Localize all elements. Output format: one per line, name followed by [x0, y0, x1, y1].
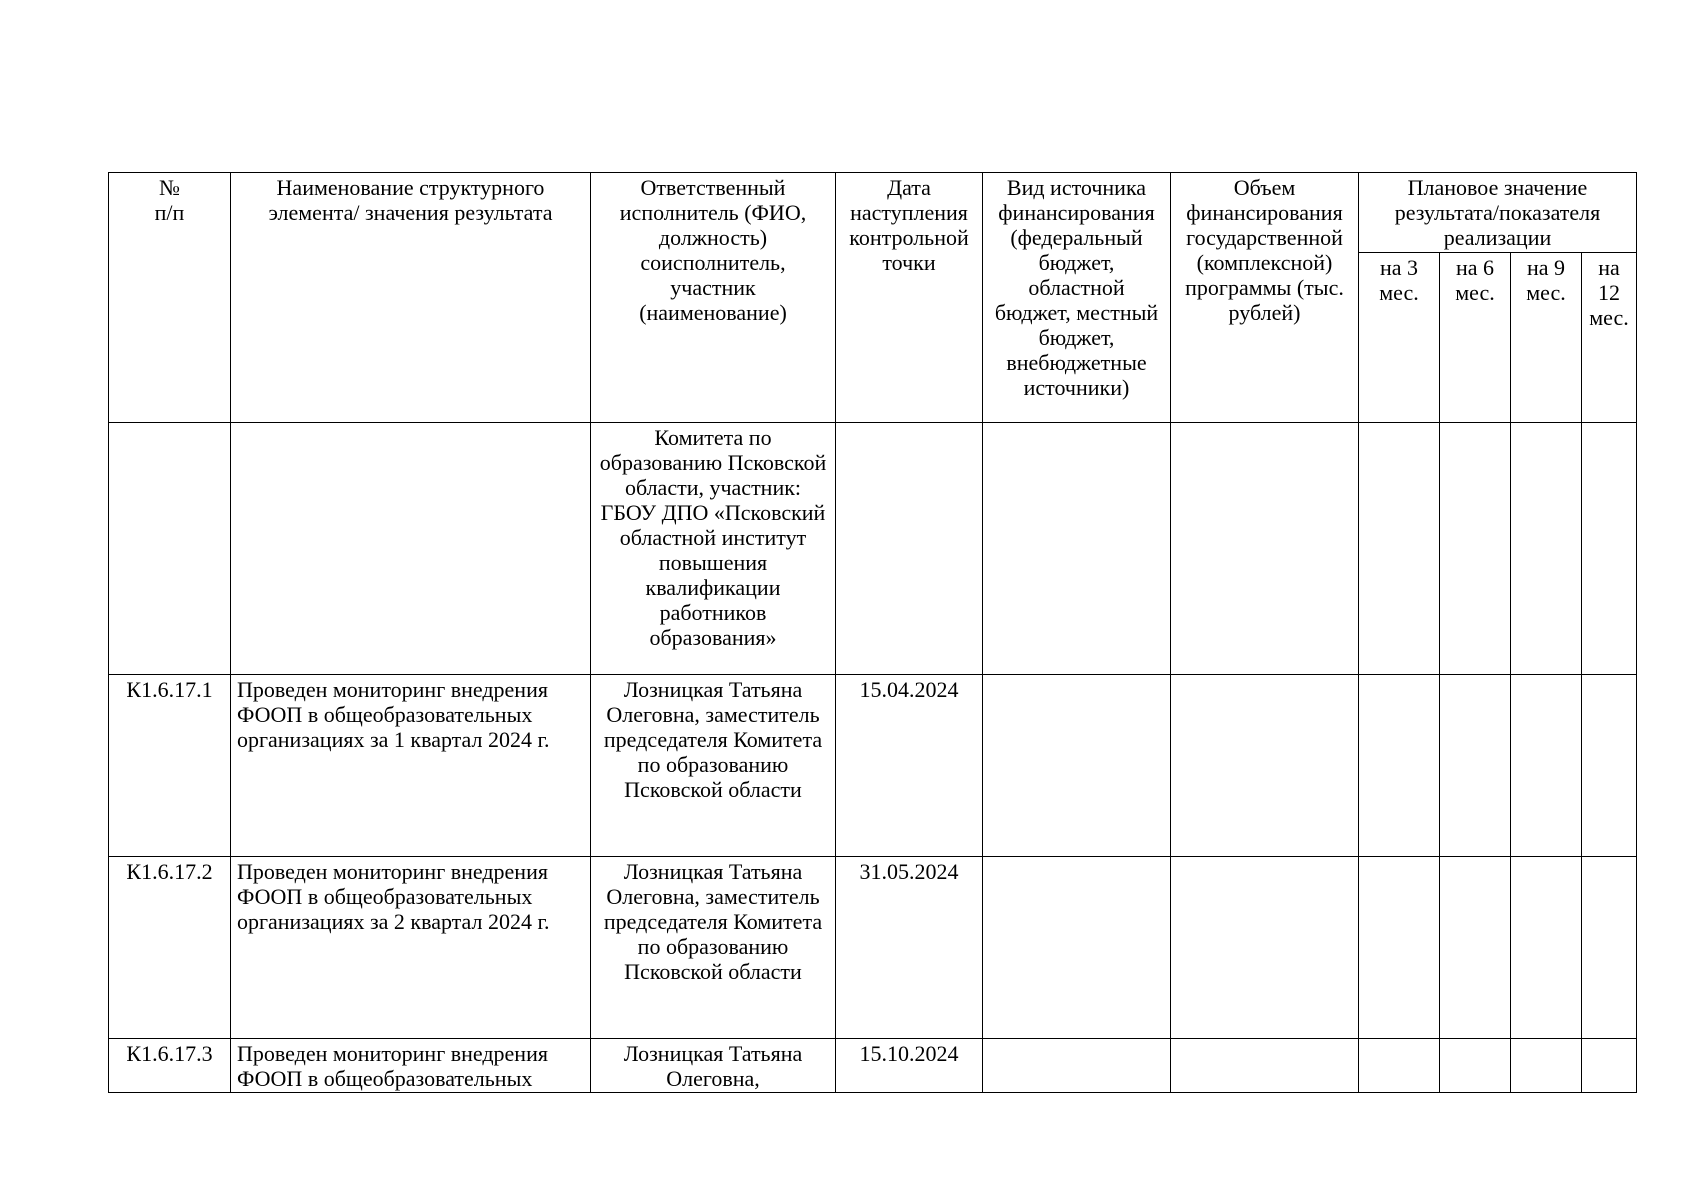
- header-plan-6: на 6 мес.: [1440, 253, 1511, 423]
- cell-plan-3: [1359, 423, 1440, 675]
- header-volume: Объем финансирования государственной (комплексной) программы (тыс. рублей): [1171, 173, 1359, 423]
- header-plan-group: Плановое значение результата/показателя реализации: [1359, 173, 1637, 253]
- cell-plan-6: [1440, 1039, 1511, 1093]
- cell-num: К1.6.17.2: [109, 857, 231, 1039]
- cell-source: [983, 1039, 1171, 1093]
- cell-plan-9: [1511, 1039, 1582, 1093]
- cell-volume: [1171, 857, 1359, 1039]
- header-plan-9: на 9 мес.: [1511, 253, 1582, 423]
- header-name: Наименование структурного элемента/ значения результата: [231, 173, 591, 423]
- cell-plan-6: [1440, 857, 1511, 1039]
- cell-source: [983, 857, 1171, 1039]
- cell-volume: [1171, 675, 1359, 857]
- cell-name: Проведен мониторинг внедрения ФООП в общеобразовательных организациях за 2 квартал 2024 г.: [231, 857, 591, 1039]
- document-page: [108, 172, 1636, 1108]
- control-points-table: [108, 172, 1637, 1093]
- header-plan-3: на 3 мес.: [1359, 253, 1440, 423]
- cell-plan-9: [1511, 675, 1582, 857]
- cell-volume: [1171, 423, 1359, 675]
- cell-responsible: Лозницкая Татьяна Олеговна, заместитель председателя Комитета по образованию Псковской области: [591, 675, 836, 857]
- cell-name: Проведен мониторинг внедрения ФООП в общеобразовательных организациях за 1 квартал 2024 г.: [231, 675, 591, 857]
- cell-date: [836, 423, 983, 675]
- cell-plan-12: [1582, 675, 1637, 857]
- cell-plan-9: [1511, 857, 1582, 1039]
- header-plan-12: на 12 мес.: [1582, 253, 1637, 423]
- header-responsible: Ответственный исполнитель (ФИО, должность) соисполнитель, участник (наименование): [591, 173, 836, 423]
- header-source: Вид источника финансирования (федеральный бюджет, областной бюджет, местный бюджет, внебюджетные источники): [983, 173, 1171, 423]
- cell-plan-3: [1359, 675, 1440, 857]
- cell-plan-9: [1511, 423, 1582, 675]
- cell-date: 15.04.2024: [836, 675, 983, 857]
- cell-date: 31.05.2024: [836, 857, 983, 1039]
- table-header: [109, 173, 1637, 423]
- table-row: [109, 1039, 1637, 1093]
- cell-plan-6: [1440, 423, 1511, 675]
- cell-source: [983, 675, 1171, 857]
- cell-plan-3: [1359, 1039, 1440, 1093]
- cell-num: К1.6.17.1: [109, 675, 231, 857]
- cell-plan-12: [1582, 423, 1637, 675]
- cell-date: 15.10.2024: [836, 1039, 983, 1093]
- cell-volume: [1171, 1039, 1359, 1093]
- header-date: Дата наступления контрольной точки: [836, 173, 983, 423]
- cell-plan-12: [1582, 1039, 1637, 1093]
- cell-source: [983, 423, 1171, 675]
- table-row: [109, 675, 1637, 857]
- cell-responsible: Лозницкая Татьяна Олеговна, заместитель председателя Комитета по образованию Псковской области: [591, 857, 836, 1039]
- cell-num: К1.6.17.3: [109, 1039, 231, 1093]
- header-num: № п/п: [109, 173, 231, 423]
- cell-plan-3: [1359, 857, 1440, 1039]
- cell-name: Проведен мониторинг внедрения ФООП в общеобразовательных: [231, 1039, 591, 1093]
- cell-plan-6: [1440, 675, 1511, 857]
- table-row: [109, 857, 1637, 1039]
- cell-responsible: Лозницкая Татьяна Олеговна,: [591, 1039, 836, 1093]
- cell-name: [231, 423, 591, 675]
- cell-plan-12: [1582, 857, 1637, 1039]
- table-body: [109, 423, 1637, 1093]
- cell-responsible: Комитета по образованию Псковской области, участник: ГБОУ ДПО «Псковский областной институт повышения квалификации работников образования»: [591, 423, 836, 675]
- table-row: [109, 423, 1637, 675]
- cell-num: [109, 423, 231, 675]
